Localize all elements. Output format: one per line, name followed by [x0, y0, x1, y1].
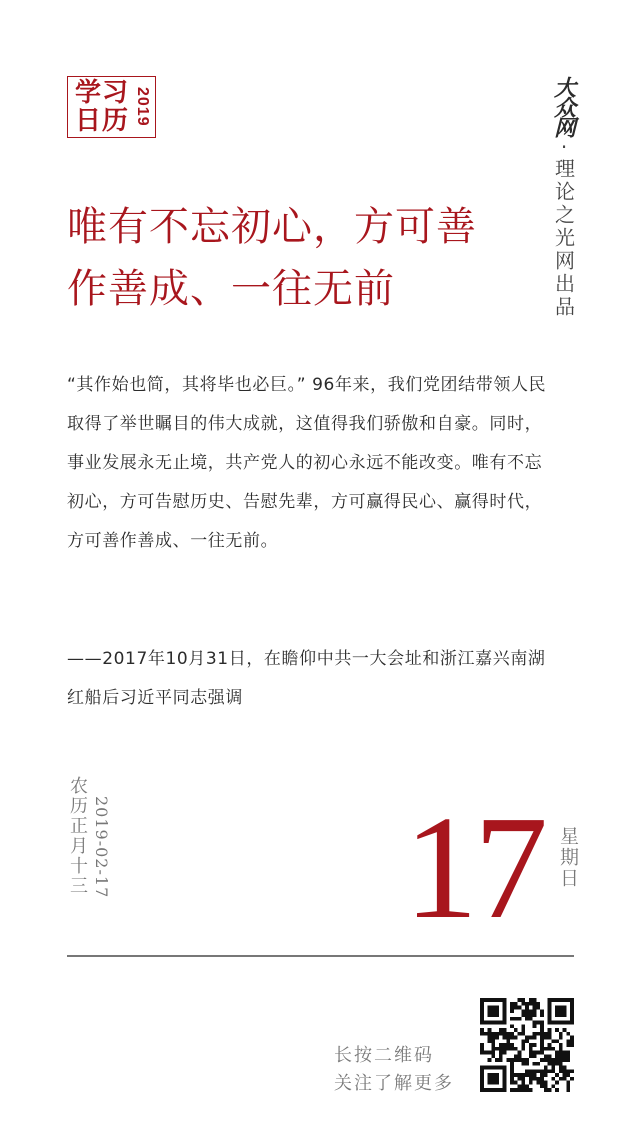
- lunar-date: 农历正月十三: [67, 776, 88, 896]
- quote-source: ——2017年10月31日，在瞻仰中共一大会址和浙江嘉兴南湖红船后习近平同志强调: [67, 649, 546, 708]
- day-number: 17: [404, 786, 544, 950]
- weekday: 星期日: [557, 826, 579, 889]
- page-title: [67, 196, 527, 320]
- study-calendar-logo: [67, 76, 156, 138]
- title-line-1: 唯有不忘初心，方可善: [67, 204, 477, 250]
- follow-prompt-line-2: 关注了解更多: [334, 1073, 454, 1094]
- title-line-2: 作善成、一往无前: [67, 266, 395, 312]
- qr-code-icon[interactable]: [480, 998, 574, 1092]
- divider: [67, 955, 574, 957]
- site-logo: 大众网: [550, 76, 577, 136]
- quote-body: “其作始也简，其将毕也必巨。” 96年来，我们党团结带领人民取得了举世瞩目的伟大成就，这值得我们骄傲和自豪。同时，事业发展永无止境，共产党人的初心永远不能改变。唯有不忘初心，方可告慰历史、告慰先辈，方可赢得民心、赢得时代，方可善作善成、一往无前。: [67, 375, 547, 551]
- logo-year: 2019: [134, 87, 151, 127]
- brand-separator: ·: [560, 135, 568, 159]
- gregorian-date: 2019-02-17: [92, 796, 111, 899]
- logo-line-2: 日历: [75, 106, 130, 136]
- follow-prompt-line-1: 长按二维码: [334, 1045, 434, 1066]
- logo-text: [75, 79, 129, 135]
- logo-line-1: 学习: [75, 78, 130, 108]
- brand-slogan: 理论之光网出品: [551, 158, 576, 319]
- follow-prompt: [334, 1042, 470, 1098]
- brand-column: [549, 76, 579, 319]
